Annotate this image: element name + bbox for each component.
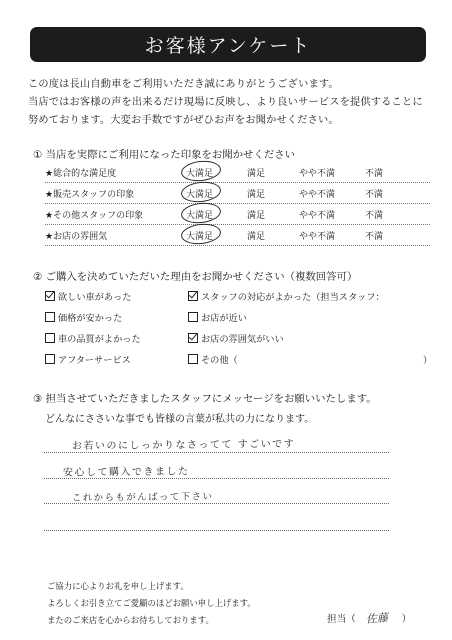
checkbox-icon[interactable] (45, 354, 55, 364)
option-very-satisfied[interactable]: 大満足 (186, 169, 214, 179)
checkbox-checked-icon[interactable] (188, 333, 198, 343)
dotted-divider (45, 245, 430, 246)
closing-line-1: ご協力に心よりお礼を申し上げます。 (47, 581, 189, 591)
reason-label: スタッフの対応がよかった（担当スタッフ： (201, 292, 385, 303)
staff-label: 担当（ (327, 614, 356, 625)
option-dissatisfied[interactable]: 不満 (365, 190, 384, 200)
checkbox-icon[interactable] (188, 312, 198, 322)
reason-label: アフターサービス (58, 355, 131, 366)
intro-line-3: 努めております。大変お手数ですがぜひお声をお聞かせください。 (28, 115, 339, 126)
option-very-satisfied[interactable]: 大満足 (186, 190, 214, 200)
question-3: ③ 担当させていただきましたスタッフにメッセージをお願いいたします。 (33, 393, 377, 405)
option-somewhat-dissatisfied[interactable]: やや不満 (299, 190, 336, 200)
rating-row-label: ★お店の雰囲気 (45, 232, 108, 242)
handwritten-message-line: お若いのにしっかりなさってて すごいです (71, 438, 296, 453)
staff-close-paren: ） (401, 614, 412, 625)
closing-line-2: よろしくお引き立てご愛顧のほどお願い申し上げます。 (47, 598, 256, 608)
message-line (44, 530, 389, 531)
other-close-paren: ） (423, 355, 433, 366)
question-3-subtext: どんなにささいな事でも皆様の言葉が私共の力になります。 (45, 414, 315, 425)
checkbox-icon[interactable] (45, 312, 55, 322)
option-satisfied[interactable]: 満足 (247, 190, 266, 200)
reason-label: お店の雰囲気がいい (201, 334, 284, 345)
reason-car-quality[interactable] (45, 331, 141, 345)
dotted-divider (45, 203, 430, 204)
option-somewhat-dissatisfied[interactable]: やや不満 (299, 169, 336, 179)
rating-row-atmosphere (45, 226, 430, 246)
selection-circle (180, 159, 222, 183)
rating-row-label: ★総合的な満足度 (45, 169, 117, 179)
intro-line-1: この度は長山自動車をご利用いただき誠にありがとうございます。 (28, 79, 339, 90)
staff-signature: 佐藤 (365, 611, 389, 626)
option-satisfied[interactable]: 満足 (247, 169, 266, 179)
closing-line-3: またのご来店を心からお待ちしております。 (47, 615, 214, 625)
dotted-divider (45, 182, 430, 183)
selection-circle (180, 222, 222, 246)
selection-circle (180, 201, 222, 225)
option-dissatisfied[interactable]: 不満 (365, 169, 384, 179)
rating-row-label: ★その他スタッフの印象 (45, 211, 144, 221)
reason-after-service[interactable] (45, 352, 131, 366)
page-title: お客様アンケート (144, 35, 312, 57)
option-satisfied[interactable]: 満足 (247, 232, 266, 242)
dotted-divider (45, 224, 430, 225)
handwritten-message-line: これからもがんばって下さい (71, 491, 214, 504)
option-dissatisfied[interactable]: 不満 (365, 211, 384, 221)
question-1: ① 当店を実際にご利用になった印象をお聞かせください (33, 149, 295, 161)
rating-row-overall (45, 163, 430, 183)
intro-line-2: 当店ではお客様の声を出来るだけ現場に反映し、より良いサービスを提供することに (28, 97, 423, 108)
rating-row-label: ★販売スタッフの印象 (45, 190, 135, 200)
reason-label: 欲しい車があった (58, 292, 132, 303)
reason-other[interactable] (188, 352, 238, 366)
option-satisfied[interactable]: 満足 (247, 211, 266, 221)
reason-store-atmosphere[interactable] (188, 331, 284, 345)
checkbox-checked-icon[interactable] (45, 291, 55, 301)
survey-title-bar (30, 27, 426, 62)
option-somewhat-dissatisfied[interactable]: やや不満 (299, 211, 336, 221)
handwritten-message-line: 安心して購入できました (62, 466, 190, 479)
option-somewhat-dissatisfied[interactable]: やや不満 (299, 232, 336, 242)
checkbox-checked-icon[interactable] (188, 291, 198, 301)
rating-row-other-staff (45, 205, 430, 225)
reason-low-price[interactable] (45, 310, 122, 324)
reason-staff-service[interactable] (188, 289, 398, 303)
option-very-satisfied[interactable]: 大満足 (186, 232, 214, 242)
question-2: ② ご購入を決めていただいた理由をお聞かせください（複数回答可） (33, 271, 358, 283)
message-line (44, 452, 389, 453)
reason-label: 価格が安かった (58, 313, 123, 324)
option-dissatisfied[interactable]: 不満 (365, 232, 384, 242)
reason-label: 車の品質がよかった (58, 334, 141, 345)
checkbox-icon[interactable] (45, 333, 55, 343)
reason-label: お店が近い (201, 313, 247, 324)
rating-row-sales-staff (45, 184, 430, 204)
reason-store-nearby[interactable] (188, 310, 247, 324)
reason-wanted-car[interactable] (45, 289, 131, 303)
checkbox-icon[interactable] (188, 354, 198, 364)
staff-signature-field (327, 610, 411, 626)
option-very-satisfied[interactable]: 大満足 (186, 211, 214, 221)
reason-label: その他（ (201, 355, 238, 366)
selection-circle (180, 180, 222, 204)
